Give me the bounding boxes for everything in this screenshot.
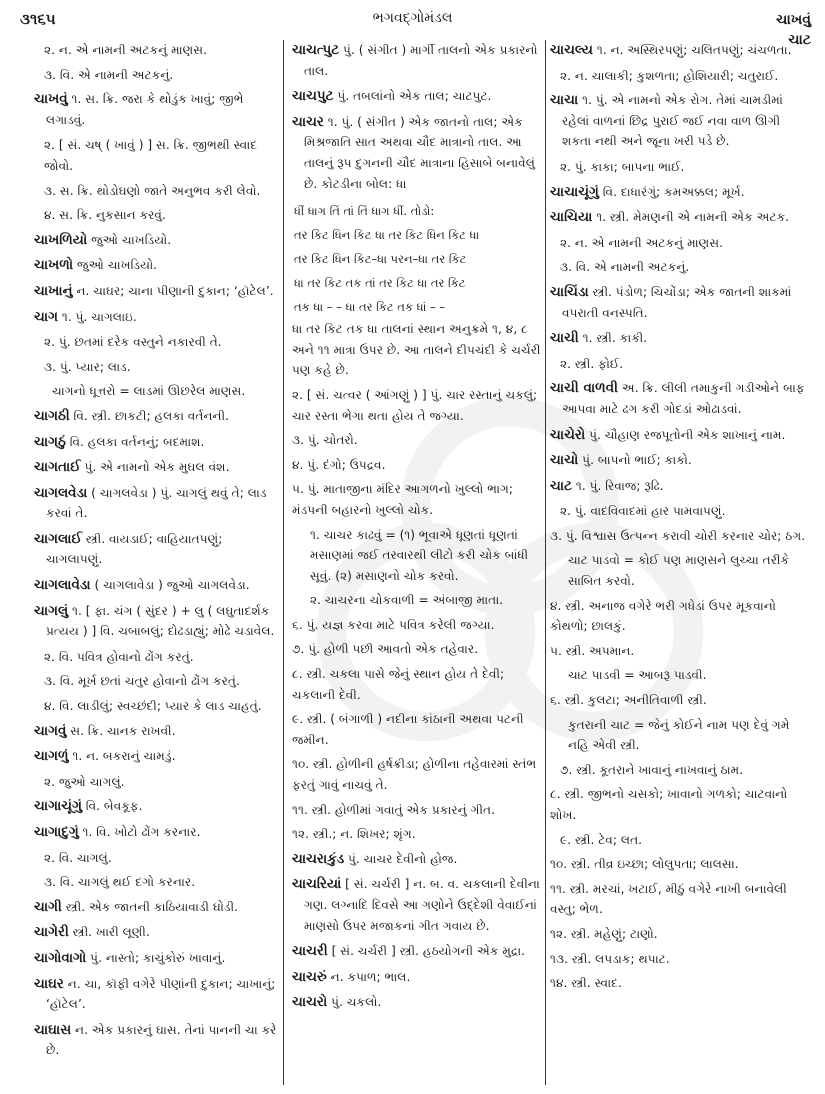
definition-text: ૧. પું. રિવાજ; રૂઢિ. <box>571 478 664 493</box>
headword: ચાગલવેડા <box>34 484 88 501</box>
headword: ચાગઠી <box>34 407 70 424</box>
definition-text: પું. તબલાંનો એક તાલ; ચાટપુટ. <box>333 89 492 104</box>
sense-line: ૩. સ. ક્રિ. થોડોઘણો જાતે અનુભવ કરી લેવો. <box>44 183 261 198</box>
dictionary-entry <box>34 406 280 427</box>
sense-line: ૭. સ્ત્રી. કૂતરાને ખાવાનું નાખવાનું ઠામ. <box>560 762 744 777</box>
dictionary-entry <box>292 874 542 936</box>
headword: ચાગઠું <box>34 433 66 450</box>
column-2 <box>292 40 542 1018</box>
definition-text: ( ચાગલાવેડા ) જુઓ ચાગલવેડા. <box>90 578 250 593</box>
definition-text: પું. બાપનો ભાઈ; કાકો. <box>578 453 692 468</box>
dictionary-entry <box>550 450 808 471</box>
definition-text: વિ. હલકા વર્તનનું; બદમાશ. <box>65 434 205 449</box>
headword: ચાગ <box>34 308 58 325</box>
definition-text: ન. ચા, કૉફી વગેરે પીણાંની દુકાન; ચાખાનું; ‘હૉટેલ’. <box>46 976 276 1012</box>
dictionary-entry <box>34 746 280 767</box>
headword: ચાચો <box>550 452 579 469</box>
headword: ચાચેરો <box>550 426 586 443</box>
sense-line: ૧૨. સ્ત્રી. મહેણું; ટાણો. <box>550 926 658 941</box>
dictionary-entry <box>292 992 542 1013</box>
definition-text: પું. ચૌહાણ રજપૂતોની એક શાખાનું નામ. <box>585 427 786 442</box>
definition-text: સ્ત્રી. પંડોળ; ચિચોંડા; એક જાતની શાકમાં વપરાતી વનસ્પતિ. <box>562 284 792 320</box>
tala-notation-line: તર કિટ ધિન કિટ–ધા પરન–ધા તર કિટ <box>294 252 467 267</box>
sense-line: ૧૪. સ્ત્રી. સ્વાદ. <box>550 976 622 991</box>
sense-line: ૩. વિ. એ નામની અટકનું. <box>44 67 174 82</box>
sense-line: ૨. ન. એ નામની અટકનું માણસ. <box>560 235 724 250</box>
sense-line: ૨. પું. કાકા; બાપના ભાઈ. <box>560 159 685 174</box>
headword: ચાખાનું <box>34 282 73 299</box>
usage-example: કુતરાની ચાટ = જેનું કોઈને નામ પણ દેવું ગમે નહિ એવી સ્ત્રી. <box>568 717 790 753</box>
dictionary-entry <box>34 601 280 642</box>
definition-text: પું. ચાચર દેવીનો હોજ. <box>344 851 458 866</box>
tala-notation-line: તક ધા – – ધા તર કિટ તક ધાં – – <box>294 300 446 315</box>
dictionary-entry <box>292 941 542 962</box>
headword: ચાગલું <box>34 602 69 619</box>
usage-example: ચાટ પાડવો = કોઈ પણ માણસને લુચ્ચા તરીકે સાબિત કરવો. <box>568 553 790 589</box>
headword: ચાચિંડા <box>550 283 589 300</box>
column-divider <box>545 40 546 1085</box>
sense-line: ૩. વિ. મૂર્ખ છતાં ચતુર હોવાનો ઢોંગ કરતું. <box>44 674 240 689</box>
sense-line: ૬. પું. યજ્ઞ કરવા માટે પવિત્ર કરેલી જગ્યા. <box>292 617 495 632</box>
sense-line: ૨. વિ. ચાગલું. <box>44 850 112 865</box>
dictionary-entry <box>34 230 280 251</box>
sense-line: ધા તર કિટ તક ધા તાલનાં સ્થાન અનુક્રમે ૧, ૪, ૮ અને ૧૧ માત્રા ઉપર છે. આ તાલને દીપચંદી કે ચર્ચરી પણ કહે છે. <box>292 322 541 378</box>
definition-text: [ સં. ચર્ચરી ] સ્ત્રી. હઠયોગની એક મુદ્રા. <box>327 944 526 959</box>
dictionary-entry <box>550 378 808 419</box>
usage-example: ૨. ચાચરના ચોકવાળી = અંબાજી માતા. <box>310 593 504 608</box>
sense-line: ૪. સ્ત્રી. અનાજ વગેરે ભરી ગધેડાં ઉપર મૂકવાનો કોથળો; છાલકું. <box>550 598 776 634</box>
dictionary-entry <box>34 922 280 943</box>
book-title: ભગવદ્ગોમંડલ <box>372 10 453 26</box>
definition-text: ૧. પું. એ નામનો એક રોગ. તેમાં ચામડીમાં રહેલાં વાળનાં છિદ્ર પુરાઈ જઈ નવા વાળ ઊગી શકતા નથી અને જૂના ખરી પડે છે. <box>562 93 783 149</box>
headword: ચાગતાઈ <box>34 459 81 476</box>
dictionary-entry <box>34 575 280 596</box>
definition-text: ન. એક પ્રકારનું ઘાસ. તેનાં પાનની ચા કરે છે. <box>46 1022 277 1058</box>
sense-line: ૨. પું. છતમાં દરેક વસ્તુને નકારવી તે. <box>44 335 222 350</box>
sense-line: ૨. પું. વાદવિવાદમાં હાર પામવાપણું. <box>560 504 726 519</box>
column-3 <box>550 40 808 998</box>
sense-line: ૨. જુઓ ચાગલું. <box>44 774 125 789</box>
headword: ચાટ <box>550 477 572 494</box>
sense-line: ૧૦. સ્ત્રી. હોળીની હર્ષક્રીડા; હોળીના તહેવારમાં સ્તંભ ફરતું ગાવું નાચવું તે. <box>292 757 537 793</box>
dictionary-entry <box>550 282 808 323</box>
definition-text: ૧. [ ફા. ચંગ ( સુંદર ) + લુ ( લઘુતાદર્શક પ્રત્યય ) ] વિ. ચબાબલું; દોઢડાહ્યું; મોઢે ચડાવેલ. <box>46 603 275 639</box>
headword: ચાચાચૂંગું <box>550 183 599 200</box>
definition-text: વિ. દાધારંગું; કમઅક્કલ; મૂર્ખ. <box>598 184 745 199</box>
definition-text: અ. ક્રિ. લીલી તમાકુની ગડીઓને બાફ આપવા માટે ઢગ કરી ગોદડાં ઓઢાડવાં. <box>562 381 805 416</box>
definition-text: પું. એ નામનો એક મુઘલ વંશ. <box>80 460 230 475</box>
dictionary-entry <box>292 967 542 988</box>
dictionary-entry <box>34 897 280 918</box>
sense-line: ૧૦. સ્ત્રી. તીવ્ર ઇચ્છા; લોલુપતા; લાલસા. <box>550 857 739 872</box>
usage-example: ૧. ચાચર કાઢવું = (૧) ભૂવાએ ધૂણતાં ધૂણતાં મસાણમાં જઈ તરવારથી લીટો કરી ચોક બાંધી સૂવું. (૨) મસાણનો ચોક કરવો. <box>310 527 529 583</box>
usage-example: ચાટ પાડવી = આબરૂ પાડવી. <box>568 668 707 683</box>
definition-text: ૧. પું. ( સંગીત ) એક જાતનો તાલ; એક મિશ્રજાતિ સાત અથવા ચૌદ માત્રાનો તાલ. આ તાલનું રૂપ દુગનની ચૌદ માત્રાના હિસાબે બનાવેલું છે. કોટડીના બોલ: ધા <box>304 114 535 191</box>
headword: ચાગળું <box>34 748 69 765</box>
headword: ચાચત્પુટ <box>292 42 340 58</box>
dictionary-entry <box>550 40 808 61</box>
sense-line: ૩. વિ. ચાગલું થઈ દગો કરનાર. <box>44 875 196 890</box>
dictionary-entry <box>34 822 280 843</box>
dictionary-entry <box>34 89 280 130</box>
sense-line: ૨. ન. એ નામની અટકનું માણસ. <box>44 43 208 57</box>
dictionary-entry <box>34 721 280 742</box>
definition-text: ૧. વિ. ખોટો ઢોંગ કરનાર. <box>78 825 201 839</box>
headword: ચાચલ્ય <box>550 42 593 58</box>
dictionary-entry <box>34 948 280 969</box>
dictionary-entry <box>34 281 280 302</box>
headword: ચાઘાસ <box>34 1021 72 1038</box>
dictionary-entry <box>34 432 280 453</box>
sense-line: ૬. સ્ત્રી. કુલટા; અનીતિવાળી સ્ત્રી. <box>550 693 707 708</box>
sense-line: ૧૧. સ્ત્રી. હોળીમાં ગવાતું એક પ્રકારનું ગીત. <box>292 802 495 817</box>
tala-notation-line: ધા તર કિટ તક તાં તર કિટ ધા તર કિટ <box>294 276 466 291</box>
dictionary-entry <box>550 476 808 497</box>
guide-word-first: ચાખવું <box>776 12 811 28</box>
dictionary-entry <box>292 40 542 81</box>
tala-notation-line: ધીં ધાગ તિં તાં તિં ધાગ ધીં. તોડો: <box>294 204 435 219</box>
headword: ચાચરાકુંડ <box>292 850 345 867</box>
sense-line: ૪. સ. ક્રિ. નુકસાન કરવું. <box>44 208 166 223</box>
headword: ચાખળો <box>34 257 74 274</box>
definition-text: ૧. સ. ક્રિ. જરા કે થોડુંક ખાવું; જીભે લગાડવું. <box>46 92 244 127</box>
definition-text: ૧. સ્ત્રી. મેમણની એ નામની એક અટક. <box>592 210 790 225</box>
sense-line: ૧૩. સ્ત્રી. લપડાક; થપાટ. <box>550 951 670 966</box>
sense-line: ૨. વિ. પવિત્ર હોવાનો ઢોંગ કરતું. <box>44 649 194 664</box>
headword: ચાચરું <box>292 968 327 985</box>
definition-text: જુઓ ચાખડિયો. <box>73 258 158 273</box>
headword: ચાચરો <box>292 994 328 1011</box>
definition-text: ( ચાગલવેડા ) પું. ચાગલું થવું તે; લાડ કરવાં તે. <box>46 485 267 521</box>
definition-text: સ્ત્રી. એક જાતની કાઠિયાવાડી ઘોડી. <box>61 899 238 914</box>
sense-line: ૩. પું. પ્યાર; લાડ. <box>44 359 131 374</box>
dictionary-entry <box>34 307 280 328</box>
headword: ચાગોવાગો <box>34 949 87 966</box>
headword: ચાખવું <box>34 91 68 108</box>
definition-text: સ્ત્રી. ખારી લૂણી. <box>68 925 150 940</box>
dictionary-entry <box>550 182 808 203</box>
headword: ચાચરિયાં <box>292 876 342 893</box>
sense-line: ૧૨. સ્ત્રી.; ન. શિખર; શૃંગ. <box>292 827 416 842</box>
definition-text: વિ. બેવકૂફ. <box>81 799 143 814</box>
sense-line: ૧૧. સ્ત્રી. મરચાં, ખટાઈ, મીઠું વગેરે નાખી બનાવેલી વસ્તુ; ભેળ. <box>550 881 787 917</box>
headword: ચાઘર <box>34 975 64 992</box>
page-number: ૩૧૬૫ <box>20 10 56 28</box>
definition-text: સ. ક્રિ. ચાનક રાખવી. <box>66 723 176 738</box>
dictionary-entry <box>550 90 808 152</box>
definition-text: ૧. સ્ત્રી. કાકી. <box>578 331 648 346</box>
dictionary-entry <box>34 974 280 1015</box>
definition-text: ૧. ન. બકરાનું ચામડું. <box>68 749 176 764</box>
dictionary-entry <box>550 425 808 446</box>
sense-line: ૫. પું. માતાજીના મંદિર આગળનો ખુલ્લો ભાગ; મંડપની બહારનો ખુલ્લો ચોક. <box>292 482 513 517</box>
sense-line: ૮. સ્ત્રી. ચકલા પાસે જેનું સ્થાન હોય તે દેવી; ચકલાની દેવી. <box>292 667 505 702</box>
headword: ચાચપુટ <box>292 88 334 105</box>
sense-line: ૭. પું. હોળી પછી આવતો એક તહેવાર. <box>292 642 479 657</box>
headword: ચાચરી <box>292 943 328 960</box>
definition-text: [ સં. ચર્ચરી ] ન. બ. વ. ચકલાની દેવીના ગણ. લગ્નાદિ દિવસે આ ગણોને ઉદ્દેશી વેવાઈનાં માણસો ઉપર મજાકનાં ગીત ગવાય છે. <box>304 877 540 933</box>
sense-line: ૯. સ્ત્રી. ટેવ; લત. <box>560 832 643 847</box>
dictionary-entry <box>550 207 808 228</box>
sense-line: ૨. [ સં. ચષ્ ( ખાવું ) ] સ. ક્રિ. જીભથી સ્વાદ જોવો. <box>44 138 258 173</box>
dictionary-entry <box>292 849 542 870</box>
sense-line: ૩. વિ. એ નામની અટકનું. <box>560 260 690 275</box>
sense-line: ૨. [ સં. ચત્વર ( આંગણું ) ] પું. ચાર રસ્તાનું ચકલું; ચાર રસ્તા ભેગા થતા હોય તે જગ્યા. <box>292 387 538 423</box>
definition-text: જુઓ ચાખડિયો. <box>87 232 172 247</box>
headword: ચાચી <box>550 330 579 347</box>
definition-text: પું. ( સંગીત ) માર્ગી તાલનો એક પ્રકારનો તાલ. <box>304 43 538 78</box>
definition-text: ૧. પું. ચાગલાઇ. <box>57 309 137 324</box>
sense-line: ૪. પું. દંગો; ઉપદ્રવ. <box>292 457 386 472</box>
headword: ચાગેરી <box>34 924 69 941</box>
headword: ચાગલાઈ <box>34 530 82 547</box>
dictionary-entry <box>292 86 542 107</box>
sense-line: ૩. પું. ચોતરો. <box>292 433 358 448</box>
headword: ચાગલાવેડા <box>34 577 91 594</box>
sense-line: ૯. સ્ત્રી. ( બંગાળી ) નદીના કાંઠાની અથવા પટની જમીન. <box>292 712 524 747</box>
headword: ચાખળિયો <box>34 231 88 248</box>
headword: ચાચર <box>292 113 324 130</box>
definition-text: ન. કપાળ; ભાલ. <box>326 969 411 984</box>
sense-line: ૨. ન. ચાલાકી; કુશળતા; હોશિયારી; ચતુરાઈ. <box>560 68 779 83</box>
column-1 <box>34 40 280 1066</box>
sense-line: ૩. પું. વિશ્વાસ ઉત્પન્ન કરાવી ચોરી કરનાર ચોર; ઠગ. <box>550 528 806 543</box>
headword: ચાચી વાળવી <box>550 380 618 397</box>
dictionary-entry <box>34 483 280 524</box>
dictionary-entry <box>550 328 808 349</box>
headword: ચાગાચૂંગું <box>34 798 82 815</box>
headword: ચાગાદુગું <box>34 824 79 840</box>
dictionary-entry <box>292 112 542 194</box>
dictionary-entry <box>34 255 280 276</box>
definition-text: પું. નાસ્તો; કાચુંકોરું ખાવાનું. <box>86 950 226 965</box>
usage-example: ચાગનો ધૂત્તરો = લાડમાં ઊછરેલ માણસ. <box>52 384 246 399</box>
headword: ચાચા <box>550 92 579 109</box>
guide-word-last: ચાટ <box>788 32 811 48</box>
headword: ચાચિયા <box>550 209 593 226</box>
headword: ચાગવું <box>34 722 67 739</box>
sense-line: ૨. સ્ત્રી. ફોઈ. <box>560 356 624 371</box>
definition-text: પું. ચકલો. <box>327 995 382 1010</box>
dictionary-entry <box>34 457 280 478</box>
dictionary-entry <box>34 529 280 570</box>
column-divider <box>283 40 284 1085</box>
dictionary-entry <box>34 1020 280 1061</box>
headword: ચાગી <box>34 898 62 915</box>
definition-text: ૧. ન. અસ્થિરપણું; ચલિતપણું; ચંચળતા. <box>592 43 792 57</box>
sense-line: ૮. સ્ત્રી. જીભનો ચસકો; ખાવાનો ગળકો; ચાટવાનો શોખ. <box>550 787 788 822</box>
definition-text: સ્ત્રી. વાયડાઈ; વાહિયાતપણું; ચાગલાપણું. <box>46 531 223 567</box>
definition-text: વિ. સ્ત્રી. છાકટી; હલકા વર્તનની. <box>69 408 230 423</box>
sense-line: ૪. વિ. લાડીલું; સ્વચ્છંદી; પ્યાર કે લાડ ચાહતું. <box>44 699 262 714</box>
definition-text: ન. ચાઘર; ચાના પીણાની દુકાન; ‘હૉટેલ’. <box>72 283 274 298</box>
dictionary-entry <box>34 796 280 817</box>
tala-notation-line: તર કિટ ધિન કિટ ધા તર કિટ ધિન કિટ ધા <box>294 228 480 243</box>
sense-line: ૫. સ્ત્રી. અપમાન. <box>550 643 635 658</box>
